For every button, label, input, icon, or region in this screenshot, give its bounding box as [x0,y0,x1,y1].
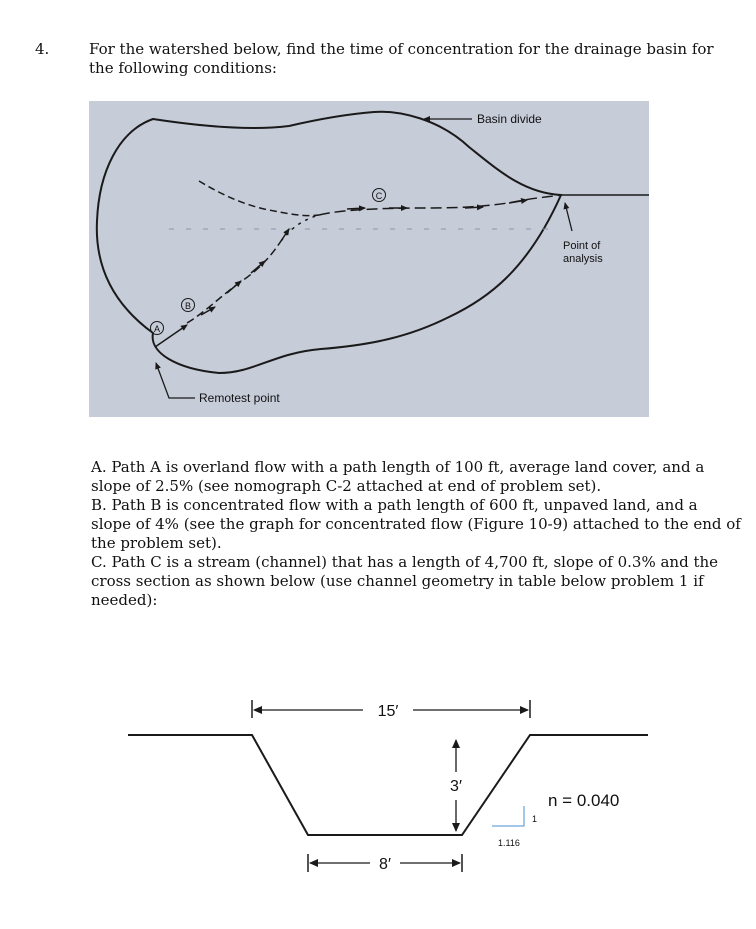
flow-arrow [281,229,289,241]
remotest-point-label: Remotest point [199,391,280,405]
tributary-dashed [281,215,319,241]
path-c-letter: C [375,191,383,201]
flow-arrow [465,207,483,208]
path-c-marker [373,189,386,202]
problem-number: 4. [35,40,50,58]
point-of-analysis-label-line2: analysis [563,253,603,265]
watershed-diagram [89,101,649,417]
condition-a: A. Path A is overland flow with a path length of 100 ft, average land cover, and a slope of 2.5% (see nomograph C-2 attached at end of problem set). [91,458,705,495]
cross-section-diagram [118,690,678,890]
problem-prompt: For the watershed below, find the time of concentration for the drainage basin for the following conditions: [89,40,714,77]
path-a-marker [151,322,164,335]
flow-arrow [227,281,241,293]
condition-c: C. Path C is a stream (channel) that has a length of 4,700 ft, slope of 0.3% and the cross section as shown below (use channel geometry in table below problem 1 if needed): [91,553,719,609]
path-b-marker [182,299,195,312]
conditions-list [91,458,741,610]
condition-b: B. Path B is concentrated flow with a path length of 600 ft, unpaved land, and a slope of 4% (see the graph for concentrated flow (Figure 10-9) attached to the end of the problem set). [91,496,741,552]
side-slope-run: 1.116 [498,838,520,848]
depth-label: 3′ [450,778,462,795]
flow-arrow [347,208,365,209]
top-width-label: 15′ [377,703,399,720]
basin-divide-label: Basin divide [477,112,542,126]
point-of-analysis-pointer [565,203,572,231]
watershed-figure [89,101,649,417]
channel-cross-section [118,690,678,890]
path-b-letter: B [184,301,192,311]
stream-path-c [319,195,561,215]
basin-boundary [97,112,561,373]
bottom-width-label: 8′ [379,856,391,873]
side-slope-triangle [492,806,524,826]
manning-roughness: n = 0.040 [548,791,620,810]
tributary-dashed [199,181,319,216]
side-slope-rise: 1 [532,814,538,824]
flow-arrow [251,261,265,273]
channel-profile [128,735,648,835]
concentrated-flow-path-b [184,241,281,323]
path-a-letter: A [153,324,161,334]
point-of-analysis-label-line1: Point of [563,240,601,252]
